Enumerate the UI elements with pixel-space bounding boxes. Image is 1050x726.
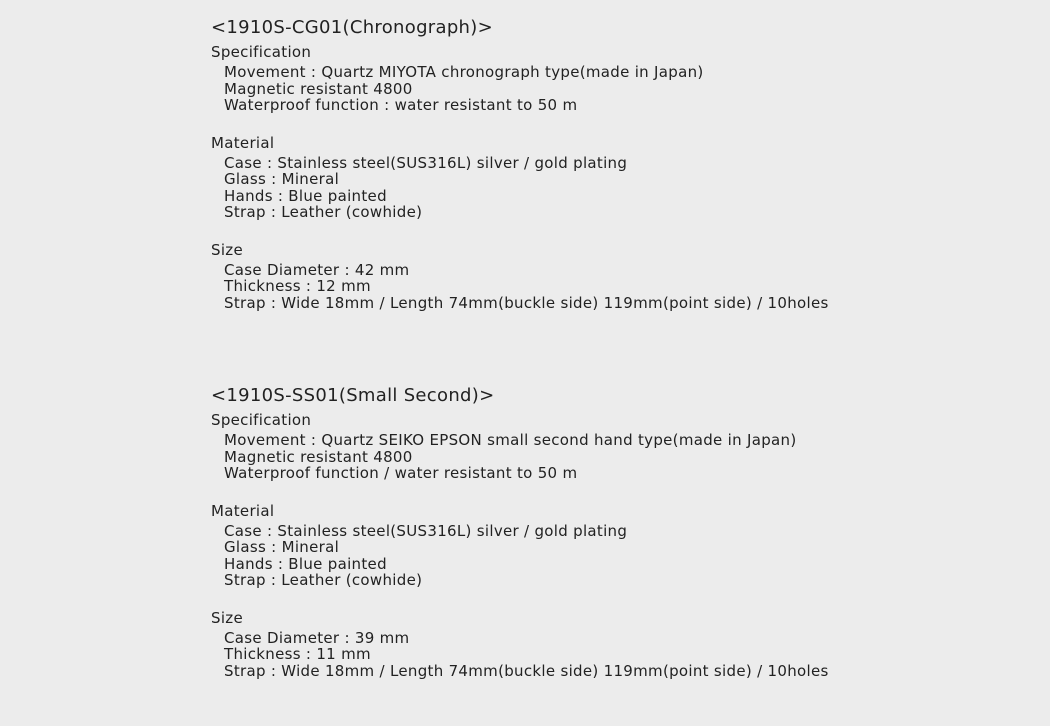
spec-line-movement: Movement : Quartz MIYOTA chronograph type(made in Japan) <box>224 63 704 81</box>
size-section <box>211 609 1011 680</box>
size-line-diameter: Case Diameter : 42 mm <box>224 260 410 279</box>
size-line-thickness: Thickness : 12 mm <box>224 277 371 295</box>
size-line-strap: Strap : Wide 18mm / Length 74mm(buckle side) 119mm(point side) / 10holes <box>224 661 829 680</box>
material-line-case: Case : Stainless steel(SUS316L) silver / gold plating <box>224 153 628 172</box>
material-line-strap: Strap : Leather (cowhide) <box>224 203 423 221</box>
size-heading: Size <box>211 608 243 627</box>
material-section <box>211 502 1011 589</box>
size-line-diameter: Case Diameter : 39 mm <box>224 628 410 647</box>
product-block-ss01 <box>211 385 1011 679</box>
spec-line-magnetic: Magnetic resistant 4800 <box>224 79 413 98</box>
material-line-hands: Hands : Blue painted <box>224 186 387 205</box>
specification-heading: Specification <box>211 43 312 61</box>
size-section <box>211 241 1011 312</box>
material-line-strap: Strap : Leather (cowhide) <box>224 571 423 589</box>
product-block-cg01 <box>211 17 1011 311</box>
material-heading: Material <box>211 501 275 520</box>
material-line-glass: Glass : Mineral <box>224 170 340 188</box>
material-section <box>211 134 1011 221</box>
specification-section <box>211 411 1011 482</box>
product-title: <1910S-CG01(Chronograph)> <box>211 17 493 38</box>
spec-line-waterproof: Waterproof function / water resistant to 50 m <box>224 464 578 482</box>
spec-line-magnetic: Magnetic resistant 4800 <box>224 447 413 466</box>
size-heading: Size <box>211 240 243 259</box>
spec-line-movement: Movement : Quartz SEIKO EPSON small second hand type(made in Japan) <box>224 431 797 449</box>
material-heading: Material <box>211 133 275 152</box>
size-line-thickness: Thickness : 11 mm <box>224 645 371 663</box>
material-line-hands: Hands : Blue painted <box>224 554 387 573</box>
specification-section <box>211 43 1011 114</box>
material-line-case: Case : Stainless steel(SUS316L) silver / gold plating <box>224 521 628 540</box>
product-title: <1910S-SS01(Small Second)> <box>211 385 495 406</box>
material-line-glass: Glass : Mineral <box>224 538 340 556</box>
size-line-strap: Strap : Wide 18mm / Length 74mm(buckle side) 119mm(point side) / 10holes <box>224 293 829 312</box>
spec-line-waterproof: Waterproof function : water resistant to 50 m <box>224 96 578 114</box>
specification-heading: Specification <box>211 411 312 429</box>
